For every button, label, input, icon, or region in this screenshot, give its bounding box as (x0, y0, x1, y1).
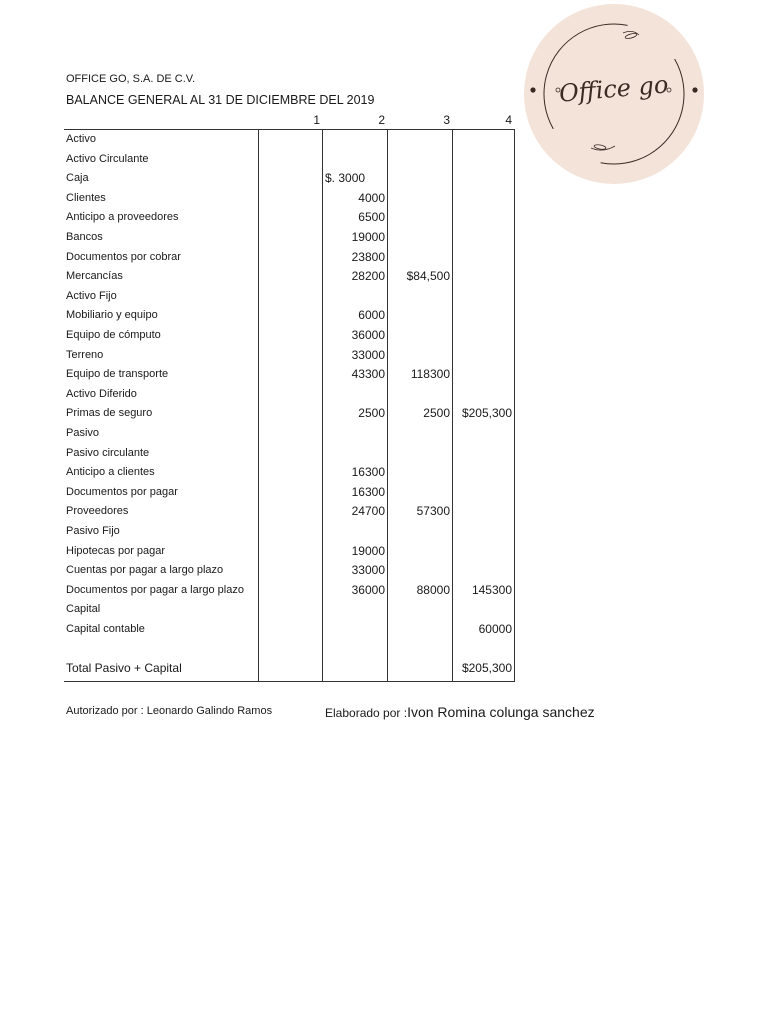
column-number-4: 4 (505, 113, 512, 127)
row-label: Equipo de cómputo (66, 329, 161, 341)
cell-col-2: 19000 (351, 543, 385, 558)
cell-col-3: $84,500 (406, 269, 450, 284)
row-label: Pasivo Fijo (66, 525, 120, 537)
table-row (0, 306, 520, 326)
row-label: Clientes (66, 191, 106, 204)
cell-col-2: 43300 (351, 367, 385, 382)
cell-col-2: 28200 (351, 269, 385, 284)
table-row (0, 542, 520, 562)
cell-col-4: $205,300 (461, 661, 512, 676)
row-label: Proveedores (66, 505, 129, 518)
table-row (0, 659, 520, 679)
cell-col-4: 145300 (471, 582, 512, 597)
table-row (0, 561, 520, 581)
row-label: Cuentas por pagar a largo plazo (66, 564, 224, 577)
row-label: Caja (66, 172, 89, 185)
cell-col-2: 36000 (351, 582, 385, 597)
table-row (0, 424, 520, 444)
cell-col-2: 16300 (351, 484, 385, 499)
row-label: Documentos por pagar (66, 485, 178, 498)
table-row (0, 385, 520, 405)
row-label: Bancos (66, 231, 103, 243)
report-title: BALANCE GENERAL AL 31 DE DICIEMBRE DEL 2019 (66, 93, 375, 107)
row-label: Primas de seguro (66, 407, 153, 420)
table-row (0, 248, 520, 268)
cell-col-2: 16300 (351, 465, 385, 480)
cell-col-2: 33000 (351, 563, 385, 578)
cell-col-4: 60000 (478, 622, 512, 636)
column-number-3: 3 (443, 113, 450, 127)
row-label: Equipo de transporte (66, 368, 169, 381)
table-row (0, 502, 520, 522)
table-row (0, 169, 520, 189)
cell-col-2: 33000 (351, 347, 385, 362)
cell-col-2: 2500 (358, 406, 385, 421)
table-row (0, 404, 520, 424)
column-number-1: 1 (313, 113, 320, 127)
table-row (0, 581, 520, 601)
logo-text: Office go (557, 70, 670, 108)
cell-col-2: $. 3000 (325, 171, 366, 186)
prepared-by (325, 704, 595, 720)
row-label: Anticipo a proveedores (66, 211, 179, 224)
row-label: Mercancías (66, 270, 123, 283)
cell-col-2: 23800 (351, 249, 385, 264)
row-label: Total Pasivo + Capital (66, 661, 182, 676)
row-label: Documentos por cobrar (66, 250, 181, 263)
row-label: Activo Circulante (66, 152, 149, 165)
cell-col-3: 2500 (423, 406, 450, 421)
table-row (0, 326, 520, 346)
cell-col-2: 6000 (358, 308, 385, 323)
row-label: Activo Diferido (66, 387, 137, 400)
row-label: Anticipo a clientes (66, 466, 155, 479)
table-row (0, 522, 520, 542)
table-row (0, 267, 520, 287)
table-row (0, 600, 520, 620)
prepared-by-label: Elaborado por : (325, 706, 408, 720)
row-label: Terreno (66, 348, 104, 361)
table-row (0, 228, 520, 248)
cell-col-2: 6500 (358, 210, 385, 225)
table-row (0, 208, 520, 228)
table-bottom-border (64, 681, 515, 682)
cell-col-2: 36000 (351, 328, 385, 342)
table-row (0, 346, 520, 366)
company-logo (523, 3, 705, 190)
table-row (0, 463, 520, 483)
prepared-by-name: Ivon Romina colunga sanchez (407, 704, 595, 720)
cell-col-4: $205,300 (461, 406, 512, 421)
row-label: Capital contable (66, 623, 145, 635)
column-number-2: 2 (378, 113, 385, 127)
cell-col-2: 24700 (351, 504, 385, 519)
table-row (0, 287, 520, 307)
table-row (0, 640, 520, 660)
company-name: OFFICE GO, S.A. DE C.V. (66, 73, 196, 85)
row-label: Pasivo circulante (66, 446, 150, 459)
cell-col-3: 118300 (410, 367, 450, 382)
cell-col-3: 57300 (416, 504, 450, 519)
authorized-by: Autorizado por : Leonardo Galindo Ramos (66, 705, 273, 717)
cell-col-3: 88000 (416, 582, 450, 597)
row-label: Hipotecas por pagar (66, 544, 166, 557)
row-label: Documentos por pagar a largo plazo (66, 583, 244, 596)
table-row (0, 620, 520, 640)
row-label: Activo Fijo (66, 289, 117, 302)
cell-col-2: 4000 (358, 190, 385, 205)
row-label: Activo (66, 133, 96, 145)
table-row (0, 189, 520, 209)
table-row (0, 150, 520, 170)
table-row (0, 483, 520, 503)
table-row (0, 444, 520, 464)
cell-col-2: 19000 (351, 230, 385, 244)
row-label: Pasivo (66, 427, 100, 439)
table-row (0, 365, 520, 385)
row-label: Capital (66, 603, 101, 616)
table-row (0, 130, 520, 150)
row-label: Mobiliario y equipo (66, 309, 158, 322)
